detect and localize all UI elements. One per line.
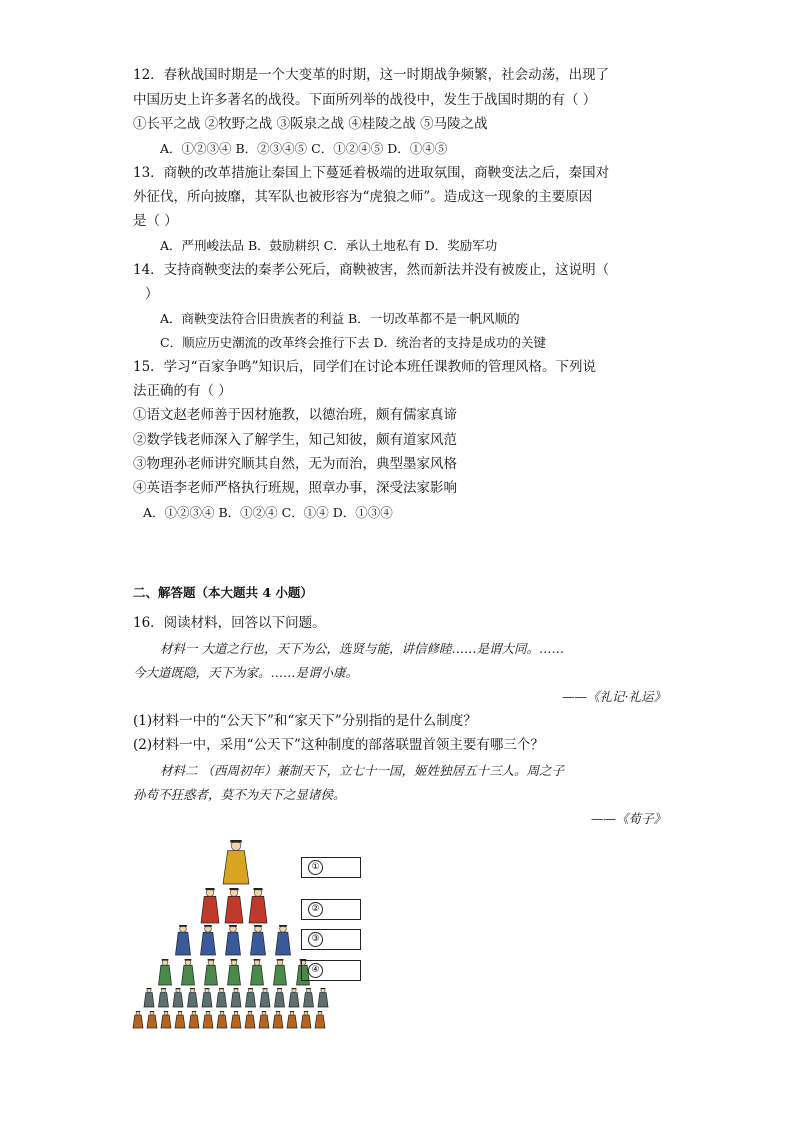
q16-material-2-line-2: 孙苟不狂惑者，莫不为天下之显诸侯。 — [133, 787, 346, 802]
box-label-2: ② — [308, 902, 323, 917]
tier3-figure — [226, 925, 241, 955]
tier5-figure — [231, 988, 241, 1007]
q14-options-1: A．商鞅变法符合旧贵族者的利益 B．一切改革都不是一帆风顺的 — [160, 311, 520, 326]
tier5-figure — [173, 988, 183, 1007]
tier2-figure — [249, 888, 267, 923]
diagram-box-3 — [301, 929, 361, 950]
q12-line-1: 12．春秋战国时期是一个大变革的时期，这一时期战争频繁，社会动荡，出现了 — [133, 67, 610, 83]
q16-subquestion-2: (2)材料一中，采用“公天下”这种制度的部落联盟首领主要有哪三个？ — [133, 737, 544, 753]
tier2-figure — [201, 888, 219, 923]
tier6-figure — [175, 1011, 185, 1028]
q16-intro: 16．阅读材料，回答以下问题。 — [133, 615, 326, 631]
q14-line-1: 14．支持商鞅变法的秦孝公死后，商鞅被害，然而新法并没有被废止，这说明（ — [133, 262, 610, 278]
tier5-figure — [275, 988, 285, 1007]
tier6-figure — [245, 1011, 255, 1028]
tier5-figure — [159, 988, 169, 1007]
q15-line-1: 15．学习“百家争鸣”知识后，同学们在讨论本班任课教师的管理风格。下列说 — [133, 359, 596, 375]
q13-options: A．严刑峻法品 B．鼓励耕织 C．承认土地私有 D．奖励军功 — [160, 238, 498, 253]
tier6-figure — [133, 1011, 143, 1028]
box-label-4: ④ — [308, 963, 323, 978]
tier4-figure — [205, 959, 218, 985]
q15-statement-3: ③物理孙老师讲究顺其自然，无为而治，典型墨家风格 — [133, 456, 457, 472]
diagram-box-2 — [301, 899, 361, 920]
tier5-figure — [304, 988, 314, 1007]
tier5-figure — [289, 988, 299, 1007]
tier2-figure — [225, 888, 243, 923]
tier5-figure — [217, 988, 227, 1007]
tier4-figure — [251, 959, 264, 985]
q12-line-2: 中国历史上许多著名的战役。下面所列举的战役中，发生于战国时期的有（ ） — [133, 92, 597, 108]
tier5-figure — [260, 988, 270, 1007]
tier6-figure — [147, 1011, 157, 1028]
q13-line-2: 外征伐，所向披靡，其军队也被形容为“虎狼之师”。造成这一现象的主要原因 — [133, 189, 593, 205]
tier4-figure — [228, 959, 241, 985]
q13-line-1: 13．商鞅的改革措施让秦国上下蔓延着极端的进取氛围，商鞅变法之后，秦国对 — [133, 165, 610, 181]
section-heading: 二、解答题（本大题共 4 小题） — [133, 585, 313, 600]
tier6-figure — [287, 1011, 297, 1028]
tier5-figure — [202, 988, 212, 1007]
tier5-figure — [188, 988, 198, 1007]
q15-statement-4: ④英语李老师严格执行班规，照章办事，深受法家影响 — [133, 480, 457, 496]
tier4-figure — [182, 959, 195, 985]
q16-material-1-source: ——《礼记·礼运》 — [562, 689, 666, 704]
q14-line-2: ） — [145, 286, 159, 302]
q15-options: A．①②③④ B．①②④ C．①④ D．①③④ — [143, 505, 393, 520]
q13-line-3: 是（ ） — [133, 213, 178, 229]
diagram-box-1 — [301, 857, 361, 878]
box-label-1: ① — [308, 860, 323, 875]
tier5-figure — [246, 988, 256, 1007]
tier3-figure — [251, 925, 266, 955]
tier6-figure — [231, 1011, 241, 1028]
tier6-figure — [273, 1011, 283, 1028]
tier6-figure — [301, 1011, 311, 1028]
tier4-figure — [159, 959, 172, 985]
tier6-figure — [259, 1011, 269, 1028]
q12-options: A．①②③④ B．②③④⑤ C．①②④⑤ D．①④⑤ — [160, 141, 448, 156]
q15-line-2: 法正确的有（ ） — [133, 383, 232, 399]
king-figure — [223, 840, 249, 884]
tier3-figure — [276, 925, 291, 955]
tier5-figure — [318, 988, 328, 1007]
q16-material-2-source: ——《荀子》 — [590, 811, 666, 826]
tier4-figure — [274, 959, 287, 985]
q16-material-2-line-1: 材料二 （西周初年）兼制天下，立七十一国，姬姓独居五十三人。周之子 — [160, 763, 564, 778]
q15-statement-1: ①语文赵老师善于因材施教，以德治班，颇有儒家真谛 — [133, 407, 457, 423]
q12-line-3: ①长平之战 ②牧野之战 ③阪泉之战 ④桂陵之战 ⑤马陵之战 — [133, 116, 488, 132]
q16-material-1-line-1: 材料一 大道之行也，天下为公，选贤与能，讲信修睦……是谓大同。…… — [160, 641, 564, 656]
q16-subquestion-1: (1)材料一中的“公天下”和“家天下”分别指的是什么制度？ — [133, 713, 477, 729]
tier6-figure — [217, 1011, 227, 1028]
tier6-figure — [315, 1011, 325, 1028]
q14-options-2: C．顺应历史潮流的改革终会推行下去 D．统治者的支持是成功的关键 — [160, 335, 547, 350]
q15-statement-2: ②数学钱老师深入了解学生，知己知彼，颇有道家风范 — [133, 432, 457, 448]
tier6-figure — [203, 1011, 213, 1028]
box-label-3: ③ — [308, 932, 323, 947]
tier6-figure — [189, 1011, 199, 1028]
diagram-box-4 — [301, 960, 361, 981]
tier3-figure — [176, 925, 191, 955]
q16-material-1-line-2: 今大道既隐，天下为家。……是谓小康。 — [133, 665, 359, 680]
tier5-figure — [144, 988, 154, 1007]
tier3-figure — [201, 925, 216, 955]
tier6-figure — [161, 1011, 171, 1028]
